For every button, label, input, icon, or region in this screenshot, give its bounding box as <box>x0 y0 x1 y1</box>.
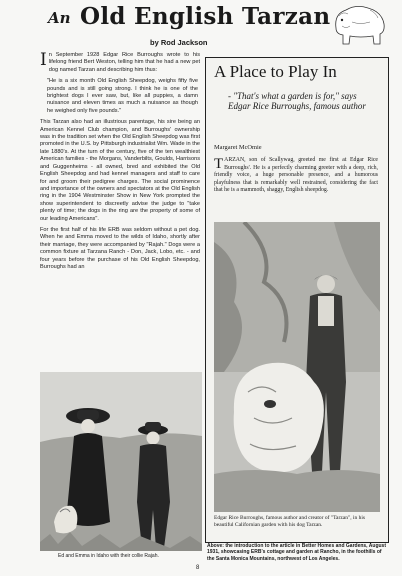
byline: by Rod Jackson <box>150 38 208 47</box>
intro-text: n September 1928 Edgar Rice Burroughs wrote to his lifelong friend Bert Weston, telling him that he had a new pet dog named Tarzan and describing him thus: <box>48 52 200 73</box>
title-prefix: An <box>48 9 71 27</box>
clipping-description-caption: Above: the introduction to the article in Better Homes and Gardens, August 1931, showcasing ERB's cottage and garden at Rancho, in the foothills of the Santa Monica Mountains, northwest of Los Angeles. <box>207 543 386 562</box>
left-column <box>40 52 200 275</box>
page-number: 8 <box>196 565 200 571</box>
clipping-photo-caption: Edgar Rice Burroughs, famous author and creator of "Tarzan", in his beautiful Californian garden with his dog Tarzan. <box>214 515 366 528</box>
photo-erb-with-tarzan-image <box>214 222 380 512</box>
clipping-drop-cap: T <box>214 156 224 172</box>
clipping-subtitle: - "That's what a garden is for," says Edgar Rice Burroughs, famous author <box>228 91 366 111</box>
letter-quote: "He is a six month Old English Sheepdog, weighs fifty five pounds and is still going strong. I think he is one of the brightest dogs I ever saw, but, like all puppies, a damn nuisance and eleven times as much a nuisance as though he weighed only five pounds." <box>47 78 198 114</box>
photo-ed-and-emma <box>40 372 202 551</box>
article-title <box>48 3 331 39</box>
paragraph-3: For the first half of his life ERB was seldom without a pet dog. When he and Emma moved to the wilds of Idaho, shortly after their marriage, they were accompanied by "Rajah." Dogs were a common fixture at Tarzana Ranch - Don, Jack, Lobo, etc. - and four years before the purchase of his Old English Sheepdog, Burroughs had an <box>40 226 200 270</box>
clipping-body-text: ARZAN, son of Scallywag, greeted me first at Edgar Rice Burroughs'. He is a perfectly charming greeter with a deep, rich, friendly voice, a huge personable presence, and a humorous playfulness that is remarkably well restrained, considering the fact that he is a mammoth, shaggy, English sheepdog. <box>214 157 378 194</box>
paragraph-2: This Tarzan also had an illustrious parentage, his sire being an American Kennel Club champion, and Burroughs' ownership was in the tradition set when the Old English Sheepdog was first promoted in the U.S. by Pittsburgh industrialist Wm. Wade in the late 1880's. At the turn of the century, five of the ten wealthiest American families - the Morgans, Vanderbilts, Goulds, Harrisons and Guggenheims - all owned, bred and exhibited the Old English Sheepdog and had kennel managers and staff to care for and groom their pedigree charges. The social prominence and importance of the owners and spectators at the Old English ring in the 1904 Westminster Show in New York prompted the show superintendent to discreetly advise the judge to "take plenty of time; the dogs in the ring are the property of some of our leading Americans". <box>40 119 200 222</box>
sheepdog-sketch-icon <box>330 2 388 46</box>
clipping-body <box>214 157 378 195</box>
intro-paragraph <box>40 52 200 74</box>
title-main: Old English Tarzan <box>80 3 331 30</box>
article-clipping <box>205 57 389 543</box>
left-photo-caption: Ed and Emma in Idaho with their collie Rajah. <box>58 553 159 559</box>
clipping-author: Margaret McOmie <box>214 144 262 151</box>
drop-cap: I <box>40 50 47 70</box>
clipping-title: A Place to Play In <box>214 62 337 81</box>
photo-ed-and-emma-image <box>40 372 202 551</box>
photo-erb-with-tarzan <box>214 222 380 512</box>
